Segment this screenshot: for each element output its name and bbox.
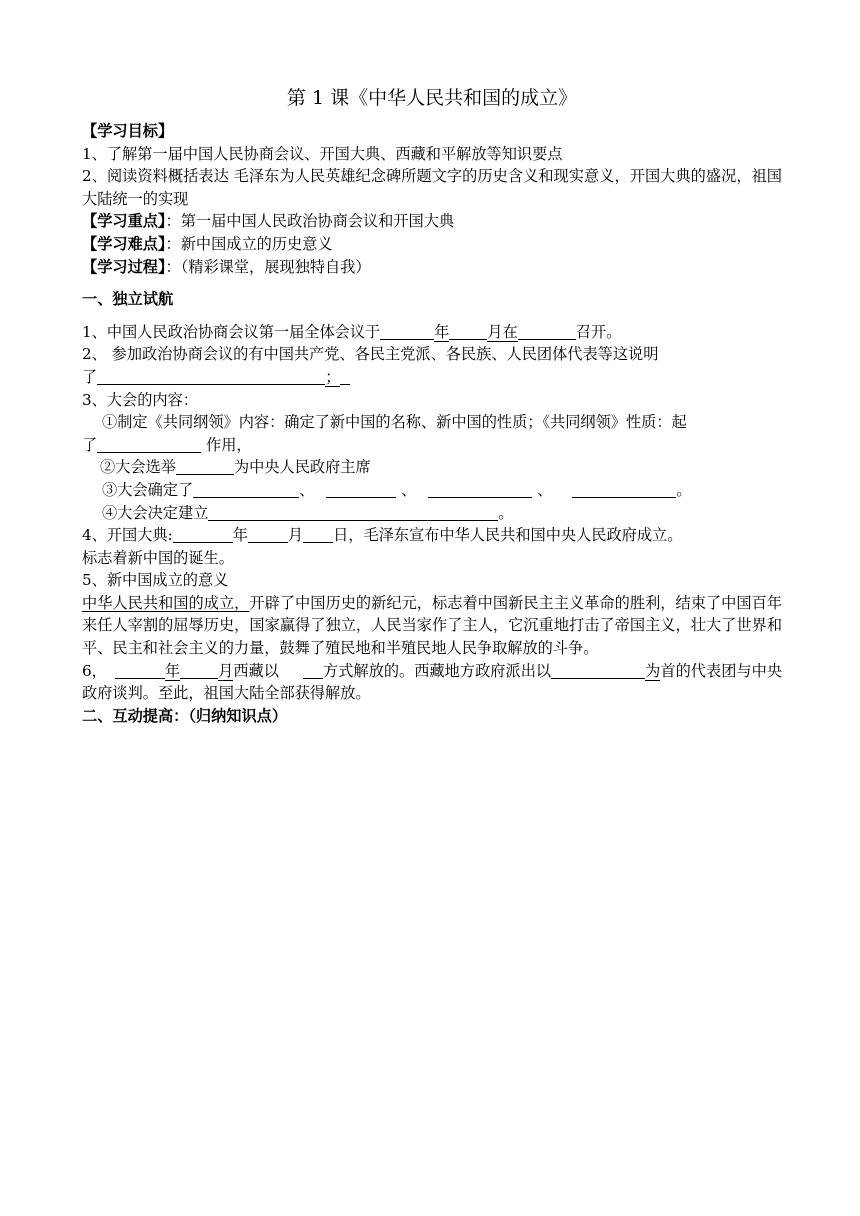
question-1 [82,321,782,344]
q6-text-e: 方式解放的。西藏地方政府派出以 [323,661,552,680]
question-3-heading: 3、大会的内容： [82,390,198,409]
q6-month-label: 月 [218,661,234,680]
q6-text-d: 西藏以 [233,661,279,680]
q4-month-label: 月 [287,526,304,545]
q5-body-underlined: 中华人民共和国的成立， [82,593,250,612]
q4-text-a: 4、开国大典: [82,526,173,545]
question-6 [82,660,782,705]
q4-day-blank[interactable] [303,526,333,543]
q3-sep-3: 、 [532,480,553,499]
q1-month-label: 月在 [487,322,518,341]
q3-point-1: ①制定《共同纲领》内容：确定了新中国的名称、新中国的性质；《共同纲领》性质：起 [102,413,687,432]
goal-item-1: 1、了解第一届中国人民协商会议、开国大典、西藏和平解放等知识要点 [82,144,563,163]
q4-text-d: 日，毛泽东宣布中华人民共和国中央人民政府成立。 [333,526,683,545]
process-line [82,256,782,279]
q6-year-blank[interactable] [115,662,165,679]
q3-p3-end: 。 [676,480,692,499]
q6-text-a: 6， [82,661,107,680]
q3-chairman-blank[interactable] [176,458,234,475]
worksheet [82,84,782,727]
q6-text-g: 首的代表团与中央政府谈判。至此，祖国大陆全部获得解放。 [82,661,783,703]
q2-text-b: 了 [82,367,98,386]
question-5-heading: 5、新中国成立的意义 [82,571,229,590]
q1-text-a: 1、中国人民政治协商会议第一届全体会议于 [82,322,381,341]
section2-heading: 二、互动提高：（归纳知识点） [82,706,288,725]
q3-p1-text-b: 了 [82,435,98,454]
q1-month-blank[interactable] [449,323,487,340]
q3-decision-blank-2[interactable] [326,481,396,498]
q4-year-label: 年 [232,526,248,545]
q3-point-1-cont [82,434,782,457]
q1-year-label: 年 [434,322,450,341]
question-2: 2、 参加政治协商会议的有中国共产党、各民主党派、各民族、人民团体代表等这说明 [82,345,659,364]
question-2-cont [82,366,782,389]
q6-year-label: 年 [164,661,181,680]
q3-establish-blank[interactable] [208,504,498,521]
goal-item-2: 2、阅读资料概括表达 毛泽东为人民英雄纪念碑所题文字的历史含义和现实意义，开国大典的盛况，祖国大陆统一的实现 [82,167,782,208]
q3-point-4 [82,502,782,525]
q3-sep-2: 、 [396,480,417,499]
page-title: 第 1 课《中华人民共和国的成立》 [286,87,578,109]
q6-leader-blank[interactable] [551,662,645,679]
q3-p4-end: 。 [498,503,514,522]
difficulty-text: ：新中国成立的历史意义 [165,234,333,253]
q6-month-blank[interactable] [180,662,218,679]
q3-role-blank[interactable] [97,436,201,453]
key-points-text: ：第一届中国人民政治协商会议和开国大典 [165,212,455,231]
q3-decision-blank-1[interactable] [193,481,299,498]
process-label: 【学习过程】 [82,257,166,276]
q3-p2-text-b: 为中央人民政府主席 [233,458,371,477]
q3-p1-text-c: 作用， [201,435,252,454]
key-points-line [82,210,782,233]
q5-body [82,592,782,660]
section1-heading: 一、独立试航 [82,290,174,309]
question-4-cont: 标志着新中国的诞生。 [82,548,234,567]
key-points-label: 【学习重点】 [82,212,166,231]
q2-tail-blank [340,368,350,385]
q1-year-blank[interactable] [380,323,434,340]
q4-year-blank[interactable] [173,526,233,543]
q5-body-rest: 开辟了中国历史的新纪元，标志着中国新民主主义革命的胜利，结束了中国百年来任人宰割的屈辱历史，国家赢得了独立，人民当家作了主人，它沉重地打击了帝国主义，壮大了世界和平、民主和社会主义的力量，鼓舞了殖民地和半殖民地人民争取解放的斗争。 [82,593,783,658]
q6-method-blank[interactable] [303,662,323,679]
difficulty-label: 【学习难点】 [82,234,166,253]
q3-point-3 [82,479,782,502]
question-4 [82,524,782,547]
q1-text-d: 召开。 [575,322,622,341]
q3-decision-blank-4[interactable] [572,481,676,498]
q3-p4-text-a: ④大会决定建立 [102,503,209,522]
q3-sep-1: 、 [299,480,315,499]
q2-answer-blank[interactable] [97,368,325,385]
process-text: ：（精彩课堂，展现独特自我） [165,257,371,276]
q6-text-f: 为 [645,661,661,680]
q3-point-2 [82,456,782,479]
q3-p3-text-a: ③大会确定了 [102,480,194,499]
goals-heading: 【学习目标】 [82,122,174,140]
q3-decision-blank-3[interactable] [428,481,532,498]
q1-place-blank[interactable] [518,323,576,340]
q3-p2-text-a: ②大会选举 [100,458,176,477]
q4-month-blank[interactable] [248,526,288,543]
q2-semicolon: ； [325,367,341,386]
difficulty-line [82,233,782,256]
